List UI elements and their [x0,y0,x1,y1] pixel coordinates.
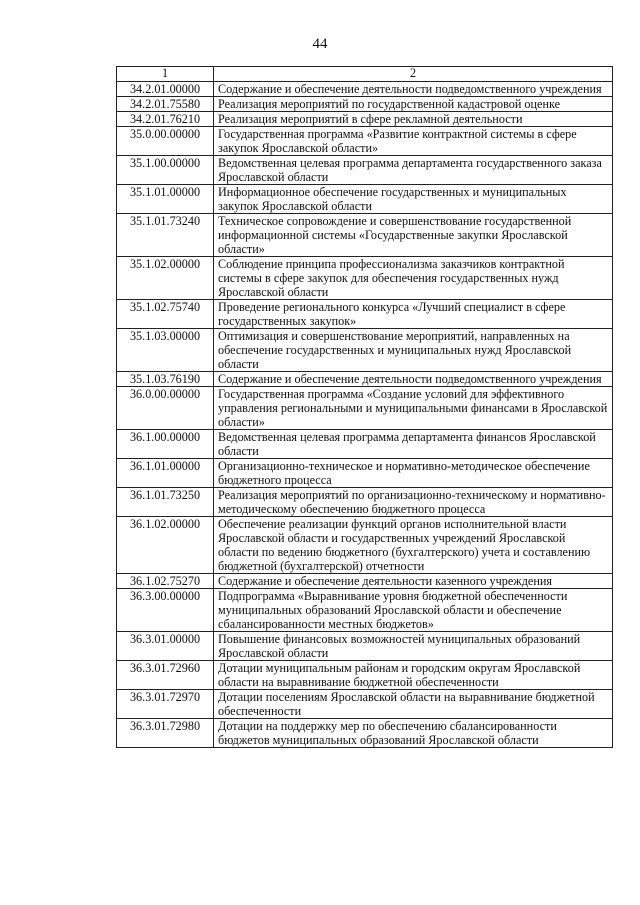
table-row [117,112,613,127]
page-number: 44 [312,36,328,52]
table-row [117,185,613,214]
budget-classification-table [116,66,613,748]
table-row [117,329,613,372]
table-row [117,214,613,257]
row-code: 34.2.01.75580 [117,97,214,112]
row-description: Ведомственная целевая программа департамента государственного заказа Ярославской области [214,156,613,185]
row-code: 35.1.03.00000 [117,329,214,372]
row-code: 36.3.00.00000 [117,589,214,632]
row-description: Организационно-техническое и нормативно-методическое обеспечение бюджетного процесса [214,459,613,488]
row-description: Дотации муниципальным районам и городским округам Ярославской области на выравнивание бюджетной обеспеченности [214,661,613,690]
row-code: 35.1.03.76190 [117,372,214,387]
row-description: Информационное обеспечение государственных и муниципальных закупок Ярославской области [214,185,613,214]
row-code: 35.1.02.00000 [117,257,214,300]
column-header-code: 1 [117,67,214,82]
row-description: Государственная программа «Развитие контрактной системы в сфере закупок Ярославской области» [214,127,613,156]
row-description: Дотации поселениям Ярославской области на выравнивание бюджетной обеспеченности [214,690,613,719]
table-row [117,82,613,97]
row-description: Техническое сопровождение и совершенствование государственной информационной системы «Государственные закупки Ярославской области» [214,214,613,257]
table-row [117,430,613,459]
row-code: 34.2.01.76210 [117,112,214,127]
row-code: 36.0.00.00000 [117,387,214,430]
table-row [117,632,613,661]
row-code: 35.0.00.00000 [117,127,214,156]
table-row [117,156,613,185]
row-description: Государственная программа «Создание условий для эффективного управления региональными и муниципальными финансами в Ярославской области» [214,387,613,430]
row-description: Содержание и обеспечение деятельности подведомственного учреждения [214,82,613,97]
table-row [117,257,613,300]
table-row [117,372,613,387]
row-code: 36.3.01.72980 [117,719,214,748]
row-code: 35.1.02.75740 [117,300,214,329]
row-description: Реализация мероприятий в сфере рекламной деятельности [214,112,613,127]
row-description: Соблюдение принципа профессионализма заказчиков контрактной системы в сфере закупок для обеспечения государственных нужд Ярославской области [214,257,613,300]
row-code: 36.1.00.00000 [117,430,214,459]
row-code: 36.1.01.00000 [117,459,214,488]
table-row [117,719,613,748]
row-code: 36.1.01.73250 [117,488,214,517]
row-code: 35.1.01.00000 [117,185,214,214]
table-row [117,127,613,156]
row-code: 36.1.02.00000 [117,517,214,574]
row-description: Реализация мероприятий по организационно-техническому и нормативно-методическому обеспечению бюджетного процесса [214,488,613,517]
table-row [117,97,613,112]
row-code: 35.1.00.00000 [117,156,214,185]
row-code: 36.3.01.72970 [117,690,214,719]
table-body [117,82,613,748]
table-row [117,488,613,517]
row-description: Повышение финансовых возможностей муниципальных образований Ярославской области [214,632,613,661]
table-row [117,661,613,690]
row-code: 36.1.02.75270 [117,574,214,589]
row-description: Проведение регионального конкурса «Лучший специалист в сфере государственных закупок» [214,300,613,329]
row-description: Обеспечение реализации функций органов исполнительной власти Ярославской области и государственных учреждений Ярославской области по ведению бюджетного (бухгалтерского) учета и составлению бюджетной (бухгалтерской) отчетности [214,517,613,574]
row-code: 35.1.01.73240 [117,214,214,257]
table-row [117,387,613,430]
table-row [117,589,613,632]
row-description: Ведомственная целевая программа департамента финансов Ярославской области [214,430,613,459]
row-code: 36.3.01.00000 [117,632,214,661]
table-row [117,574,613,589]
row-description: Дотации на поддержку мер по обеспечению сбалансированности бюджетов муниципальных образований Ярославской области [214,719,613,748]
row-description: Оптимизация и совершенствование мероприятий, направленных на обеспечение государственных и муниципальных нужд Ярославской области [214,329,613,372]
row-description: Содержание и обеспечение деятельности казенного учреждения [214,574,613,589]
row-description: Содержание и обеспечение деятельности подведомственного учреждения [214,372,613,387]
row-description: Подпрограмма «Выравнивание уровня бюджетной обеспеченности муниципальных образований Ярославской области и обеспечение сбалансированности местных бюджетов» [214,589,613,632]
column-header-description: 2 [214,67,613,82]
table-header-row [117,67,613,82]
table-row [117,300,613,329]
row-code: 36.3.01.72960 [117,661,214,690]
table-row [117,690,613,719]
row-description: Реализация мероприятий по государственной кадастровой оценке [214,97,613,112]
table-row [117,517,613,574]
row-code: 34.2.01.00000 [117,82,214,97]
table-row [117,459,613,488]
